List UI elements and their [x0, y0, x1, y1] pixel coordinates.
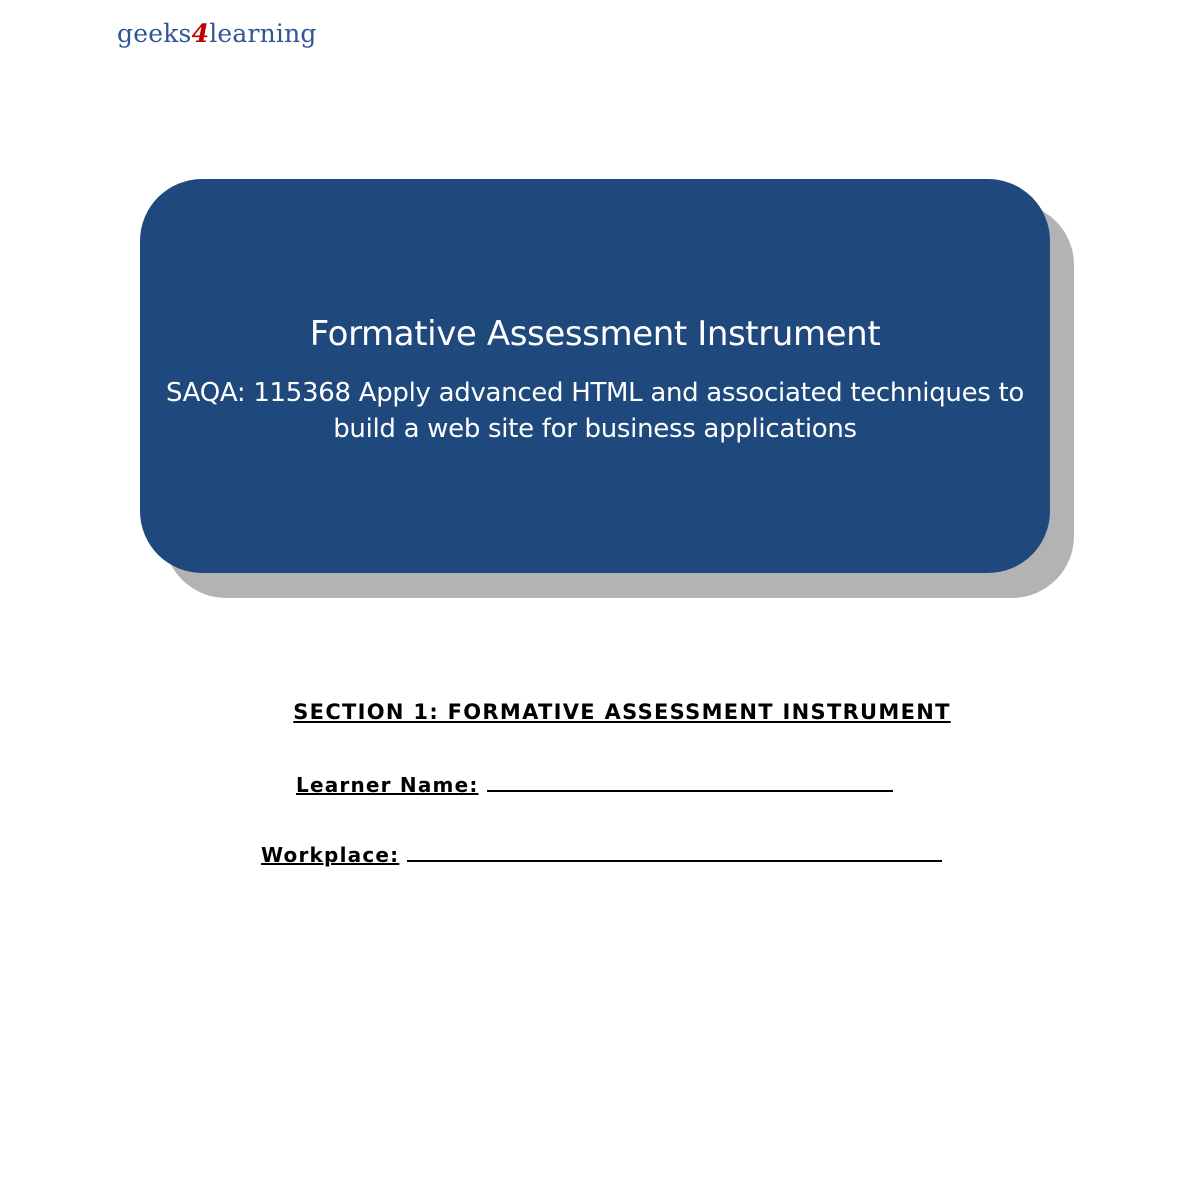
- geeks4learning-logo: [117, 16, 317, 52]
- logo-text-prefix: geeks: [117, 19, 192, 48]
- workplace-label: Workplace:: [261, 843, 400, 867]
- logo-text-accent: 4: [191, 19, 210, 48]
- learner-name-field: [296, 772, 893, 797]
- banner-subtitle: SAQA: 115368 Apply advanced HTML and associated techniques to build a web site for business applications: [165, 378, 1024, 444]
- banner-title: Formative Assessment Instrument: [309, 314, 881, 354]
- workplace-field: [261, 842, 942, 867]
- logo-text-suffix: learning: [209, 19, 317, 48]
- learner-name-blank-line: [487, 772, 893, 792]
- workplace-blank-line: [407, 842, 942, 862]
- title-banner: [140, 179, 1050, 573]
- learner-name-label: Learner Name:: [296, 773, 479, 797]
- section-heading: SECTION 1: FORMATIVE ASSESSMENT INSTRUMENT: [293, 700, 951, 724]
